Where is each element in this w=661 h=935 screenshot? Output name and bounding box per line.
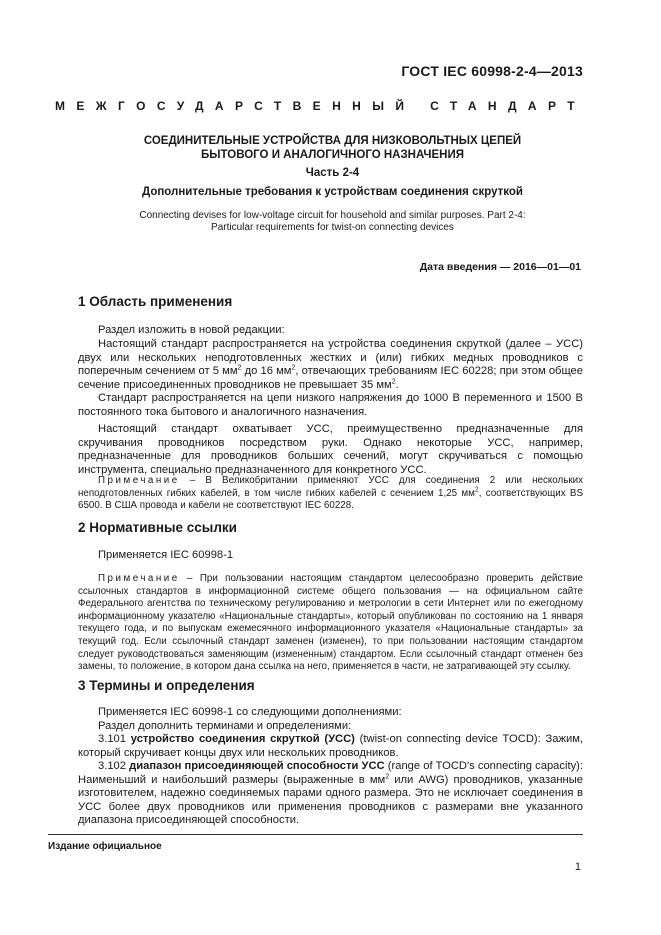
- note-label: Примечание: [98, 573, 180, 584]
- sup: 2: [291, 364, 296, 372]
- english-title: [80, 210, 585, 234]
- section3-heading: 3 Термины и определения: [78, 678, 255, 693]
- section1-heading: 1 Область применения: [78, 294, 233, 309]
- gost-code: ГОСТ IEC 60998-2-4—2013: [401, 63, 583, 79]
- section2-note: [78, 573, 583, 674]
- term-3-101: [78, 733, 583, 760]
- section1-p1-text: Раздел изложить в новой редакции:: [98, 324, 285, 336]
- interstate-standard-title: МЕЖГОСУДАРСТВЕННЫЙ СТАНДАРТ: [55, 99, 586, 113]
- section1-p1: [78, 324, 583, 338]
- page-number: 1: [574, 861, 581, 873]
- term-definition: (twist-on connecting device TOCD): Зажим, который скручивает концы двух или нескольких проводников.: [78, 733, 583, 759]
- note-label: Примечание: [98, 475, 180, 486]
- section1-p4: Настоящий стандарт охватывает УСС, преимущественно предназначенные для скручивания проводников посредством руки. Однако некоторые УСС, например, предназначенные для проводников больших сечений, могут скручиваться с помощью инструмента, специально предназначенного для конкретного УСС.: [78, 423, 583, 476]
- english-title-line2: Particular requirements for twist-on connecting devices: [211, 222, 454, 233]
- introduction-date: Дата введения — 2016—01—01: [419, 261, 581, 273]
- section1-p2-part-b: до 16 мм: [241, 365, 292, 378]
- term-number: 3.101: [98, 733, 131, 745]
- section3-p2: Раздел дополнить терминами и определениями:: [98, 720, 352, 732]
- standard-subtitle: Дополнительные требования к устройствам соединения скруткой: [142, 186, 523, 198]
- section2-p1: Применяется IEC 60998-1: [98, 549, 234, 561]
- section1-p2: [78, 338, 583, 392]
- section1-note: [78, 475, 583, 513]
- sup: 2: [391, 378, 396, 386]
- footer-divider: [48, 834, 583, 835]
- sup: 2: [474, 486, 479, 494]
- english-title-line1: Connecting devises for low-voltage circuit for household and similar purposes. Part 2-4:: [139, 210, 526, 221]
- section2-heading: 2 Нормативные ссылки: [78, 520, 237, 535]
- term-definition-part-a: (range of TOCD's connecting capacity): Наименьший и наибольший размеры (выраженные в мм: [78, 760, 583, 786]
- standard-title-line1: СОЕДИНИТЕЛЬНЫЕ УСТРОЙСТВА ДЛЯ НИЗКОВОЛЬТНЫХ ЦЕПЕЙ: [143, 135, 522, 147]
- standard-title-line2: БЫТОВОГО И АНАЛОГИЧНОГО НАЗНАЧЕНИЯ: [201, 149, 464, 161]
- sup: 2: [237, 364, 242, 372]
- section1-p3: Стандарт распространяется на цепи низкого напряжения до 1000 В переменного и 1500 В постоянного тока бытового и аналогичного назначения.: [78, 392, 583, 418]
- term-3-102: [78, 760, 583, 828]
- section1-p2-part-a: Настоящий стандарт распространяется на устройства соединения скруткой (далее – УСС) двух или нескольких неподготовленных жестких и (или) гибких медных проводников с поперечным сечением от 5 мм: [78, 338, 583, 378]
- section2-note-text: – При пользовании настоящим стандартом целесообразно проверить действие ссылочных стандартов в информационной системе общего пользования — на официальном сайте Федерального агентства по техническому регулированию и метрологии в сети Интернет или по ежегодному информационному указателю «Национальные стандарты», который опубликован по состоянию на 1 января текущего года, и по выпускам ежемесячного информационного указателя «Национальные стандарты» за текущий год. Если ссылочный стандарт заменен (изменен), то при пользовании настоящим стандартом следует руководствоваться заменяющим (измененным) стандартом. Если ссылочный стандарт отменен без замены, то положение, в котором дана ссылка на него, применяется в части, не затрагивающей эту ссылку.: [78, 573, 583, 673]
- sup: 2: [385, 772, 390, 780]
- section1-p2-part-c: , отвечающих требованиям IEC 60228; при этом общее сечение присоединенных проводников не превышает 35 мм: [78, 365, 583, 391]
- term-name: диапазон присоединяющей способности УСС: [129, 760, 385, 772]
- term-definition-part-b: или AWG) проводников, указанные изготовителем, надежно соединяемых парами одного размера. Это не исключает соединения в УСС более двух проводников или применения проводников с размерами вне указанного диапазона присоединяющей способности.: [78, 773, 583, 827]
- term-name: устройство соединения скруткой (УСС): [130, 733, 355, 745]
- term-number: 3.102: [98, 760, 130, 772]
- standard-title: [80, 134, 585, 162]
- section1-note-part-a: – В Великобритании применяют УСС для соединения 2 или нескольких неподготовленных гибких кабелей, в том числе гибких кабелей с сечением 1,25 мм: [78, 475, 583, 499]
- section1-note-part-b: , соответствующих BS 6500. В США провода и кабели не соответствуют IEC 60228.: [78, 487, 583, 512]
- official-edition-label: Издание официальное: [48, 841, 162, 852]
- section1-p2-part-d: .: [395, 378, 399, 391]
- standard-part: Часть 2-4: [305, 167, 360, 179]
- section3-p1: Применяется IEC 60998-1 со следующими дополнениями:: [98, 706, 402, 718]
